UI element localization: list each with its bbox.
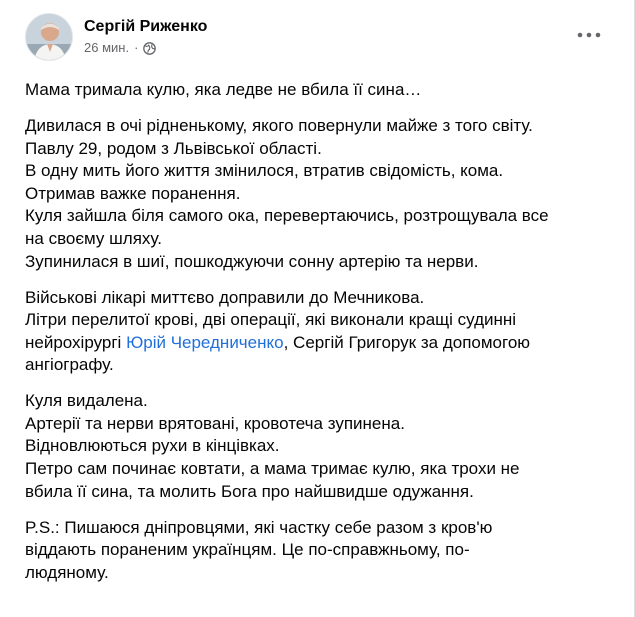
text-line: Куля зайшла біля самого ока, перевертаючись, розтрощувала все xyxy=(25,206,549,226)
more-horizontal-icon xyxy=(577,32,601,38)
text-line: вбила її сина, та молить Бога про найшвидше одужання. xyxy=(25,481,474,501)
avatar-photo xyxy=(26,14,73,61)
text-line-with-mention xyxy=(25,332,610,355)
author-name[interactable]: Сергій Риженко xyxy=(84,18,208,35)
text-line: Артерії та нерви врятовані, кровотеча зупинена. xyxy=(25,413,405,433)
text-line: Дивилася в очі рідненькому, якого повернули майже з того світу. xyxy=(25,115,533,135)
author-avatar[interactable] xyxy=(25,13,73,61)
text-line: P.S.: Пишаюся дніпровцями, які частку себе разом з кров'ю xyxy=(25,517,493,537)
more-options-button[interactable] xyxy=(574,24,604,46)
text-line: Військові лікарі миттєво доправили до Мечникова. xyxy=(25,287,425,307)
text-line: Зупинилася в шиї, пошкоджуючи сонну артерію та нерви. xyxy=(25,251,479,271)
paragraph xyxy=(25,287,610,377)
mention-link[interactable]: Юрій Чередниченко xyxy=(126,332,284,352)
text-fragment: , Сергій Григорук за допомогою xyxy=(283,332,531,352)
text-line: віддають пораненим українцям. Це по-справжньому, по- xyxy=(25,540,470,560)
text-fragment: нейрохірургі xyxy=(25,332,127,352)
text-line: на своєму шляху. xyxy=(25,228,162,248)
paragraph xyxy=(25,390,610,503)
text-line: людяному. xyxy=(25,562,109,582)
text-line: ангіографу. xyxy=(25,355,114,375)
text-line: Куля видалена. xyxy=(25,391,148,411)
text-line: Петро сам починає ковтати, а мама тримає кулю, яка трохи не xyxy=(25,459,520,479)
text-line: В одну мить його життя змінилося, втратив свідомість, кома. xyxy=(25,161,504,181)
text-line: Літри перелитої крові, дві операції, які виконали кращі судинні xyxy=(25,310,517,330)
post-timestamp[interactable]: 26 мин. xyxy=(84,40,130,55)
meta-separator: · xyxy=(134,40,139,55)
author-block xyxy=(84,17,207,57)
post-header xyxy=(25,13,207,61)
post-text xyxy=(25,79,610,598)
post-meta xyxy=(84,39,207,57)
paragraph xyxy=(25,115,610,273)
text-line: Мама тримала кулю, яка ледве не вбила її сина… xyxy=(25,80,422,99)
text-line: Отримав важке поранення. xyxy=(25,183,241,203)
text-line: Відновлюються рухи в кінцівках. xyxy=(25,436,280,456)
paragraph xyxy=(25,79,610,102)
paragraph xyxy=(25,517,610,585)
text-line: Павлу 29, родом з Львівської області. xyxy=(25,138,322,158)
globe-icon[interactable] xyxy=(143,42,156,55)
